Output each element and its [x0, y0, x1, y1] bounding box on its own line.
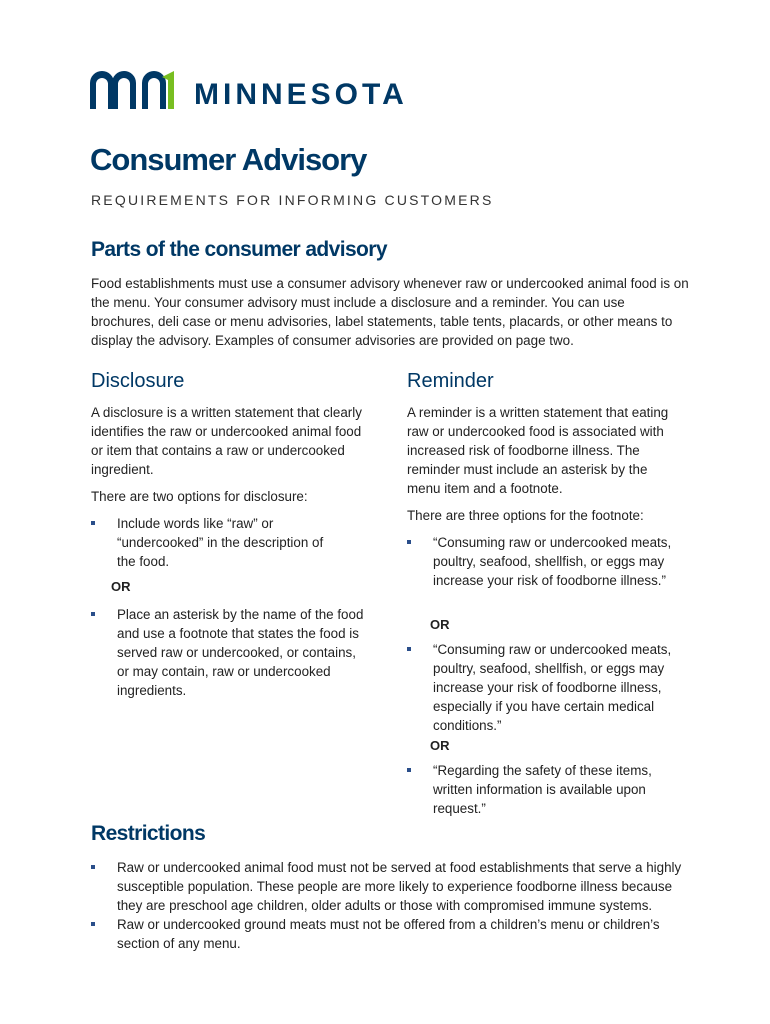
reminder-option-list-3	[407, 761, 679, 818]
disclosure-options-intro: There are two options for disclosure:	[91, 489, 308, 504]
reminder-options-intro: There are three options for the footnote:	[407, 508, 644, 523]
list-item: Place an asterisk by the name of the food and use a footnote that states the food is served raw or undercooked, or contains, or may contain, raw or undercooked ingredients.	[91, 605, 366, 700]
disclosure-or-label: OR	[111, 579, 131, 594]
logo-wordmark: MINNESOTA	[194, 78, 408, 111]
restrictions-list	[91, 858, 691, 953]
mn-logo-icon	[90, 71, 174, 109]
list-item: “Regarding the safety of these items, written information is available upon request.”	[407, 761, 679, 818]
reminder-or-label-2: OR	[430, 738, 450, 753]
disclosure-heading: Disclosure	[91, 370, 185, 392]
list-item: Raw or undercooked animal food must not be served at food establishments that serve a highly susceptible population. These people are more likely to experience foodborne illness because they are preschool age children, older adults or those with compromised immune systems.	[91, 858, 691, 915]
reminder-option-list-1	[407, 533, 679, 590]
page-title: Consumer Advisory	[90, 142, 367, 177]
list-item: “Consuming raw or undercooked meats, poultry, seafood, shellfish, or eggs may increase your risk of foodborne illness, especially if you have certain medical conditions.”	[407, 640, 682, 735]
list-item: Raw or undercooked ground meats must not be offered from a children’s menu or children’s section of any menu.	[91, 915, 691, 953]
page-subtitle: REQUIREMENTS FOR INFORMING CUSTOMERS	[91, 192, 494, 208]
restrictions-heading: Restrictions	[91, 822, 206, 845]
parts-body: Food establishments must use a consumer advisory whenever raw or undercooked animal food is on the menu. Your consumer advisory must include a disclosure and a reminder. You can use brochures, deli case or menu advisories, label statements, table tents, placards, or other means to display the advisory. Examples of consumer advisories are provided on page two.	[91, 276, 689, 348]
list-item: Include words like “raw” or “undercooked” in the description of the food.	[91, 514, 363, 571]
parts-heading: Parts of the consumer advisory	[91, 238, 387, 261]
list-item: “Consuming raw or undercooked meats, poultry, seafood, shellfish, or eggs may increase your risk of foodborne illness.”	[407, 533, 679, 590]
reminder-or-label-1: OR	[430, 617, 450, 632]
reminder-body: A reminder is a written statement that eating raw or undercooked food is associated with increased risk of foodborne illness. The reminder must include an asterisk by the menu item and a footnote.	[407, 405, 669, 496]
disclosure-option-list-1	[91, 514, 363, 571]
disclosure-option-list-2	[91, 605, 366, 700]
disclosure-body: A disclosure is a written statement that clearly identifies the raw or undercooked animal food or item that contains a raw or undercooked ingredient.	[91, 405, 362, 477]
reminder-heading: Reminder	[407, 370, 494, 392]
minnesota-logo	[90, 68, 408, 112]
reminder-option-list-2	[407, 640, 682, 735]
